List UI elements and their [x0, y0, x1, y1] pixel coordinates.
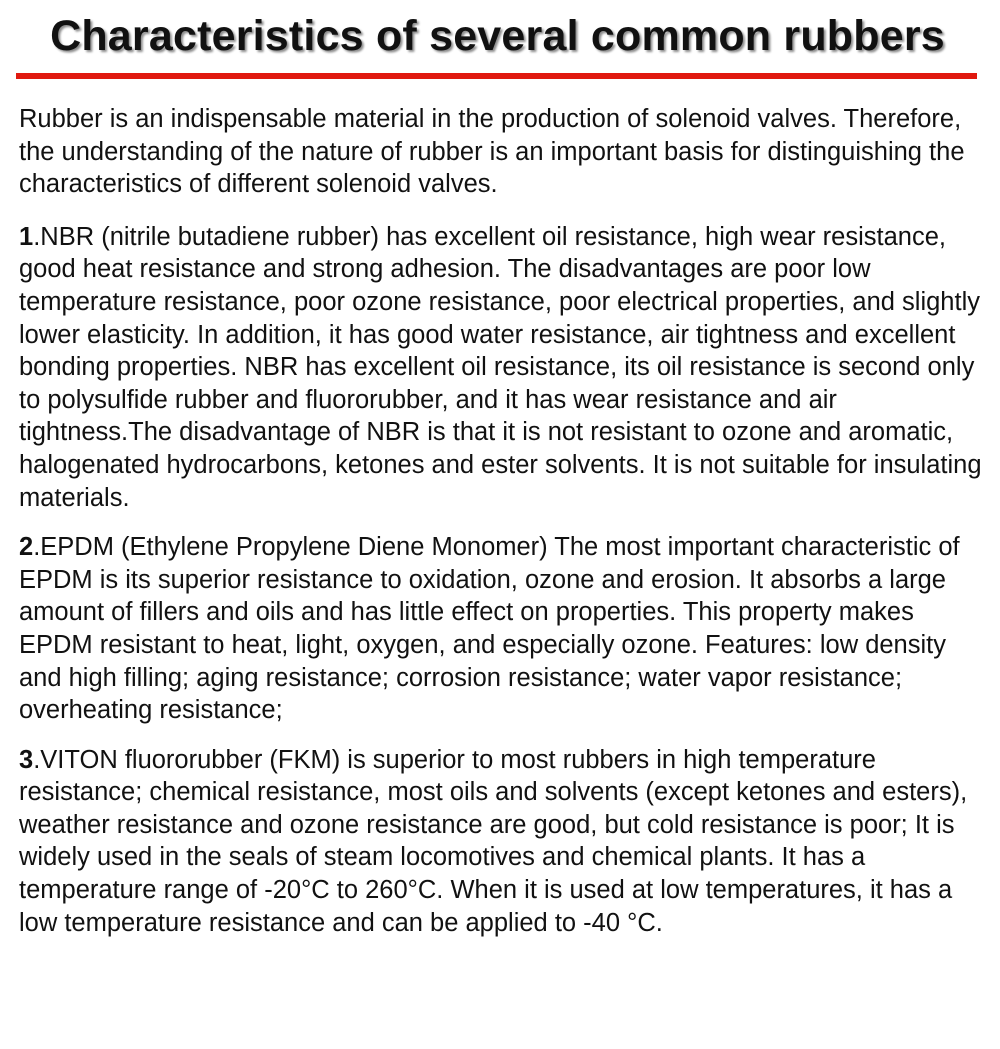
page-title: Characteristics of several common rubbers [50, 12, 945, 60]
section-number: 2 [19, 533, 34, 562]
section-epdm [19, 531, 994, 727]
section-number: 1 [19, 222, 34, 251]
section-text: .EPDM (Ethylene Propylene Diene Monomer) The most important characteristic of EPDM is its superior resistance to oxidation, ozone and erosion. It absorbs a large amount of fillers and oils and has little effect on properties. This property makes EPDM resistant to heat, light, oxygen, and especially ozone. Features: low density and high filling; aging resistance; corrosion resistance; water vapor resistance; overheating resistance; [19, 533, 960, 725]
intro-paragraph: Rubber is an indispensable material in the production of solenoid valves. Therefore, the understanding of the nature of rubber is an important basis for distinguishing the characteristics of different solenoid valves. [19, 105, 965, 199]
section-number: 3 [19, 745, 34, 774]
section-nbr [19, 221, 994, 514]
section-text: .VITON fluororubber (FKM) is superior to most rubbers in high temperature resistance; chemical resistance, most oils and solvents (except ketones and esters), weather resistance and ozone resistance are good, but cold resistance is poor; It is widely used in the seals of steam locomotives and chemical plants. It has a temperature range of -20°C to 260°C. When it is used at low temperatures, it has a low temperature resistance and can be applied to -40 °C. [19, 745, 968, 937]
title-underline-rule [16, 73, 977, 79]
section-text: .NBR (nitrile butadiene rubber) has excellent oil resistance, high wear resistance, good heat resistance and strong adhesion. The disadvantages are poor low temperature resistance, poor ozone resistance, poor electrical properties, and slightly lower elasticity. In addition, it has good water resistance, air tightness and excellent bonding properties. NBR has excellent oil resistance, its oil resistance is second only to polysulfide rubber and fluororubber, and it has wear resistance and air tightness.The disadvantage of NBR is that it is not resistant to ozone and aromatic, halogenated hydrocarbons, ketones and ester solvents. It is not suitable for insulating materials. [19, 222, 982, 512]
section-viton [19, 744, 994, 940]
document-body [19, 103, 994, 956]
